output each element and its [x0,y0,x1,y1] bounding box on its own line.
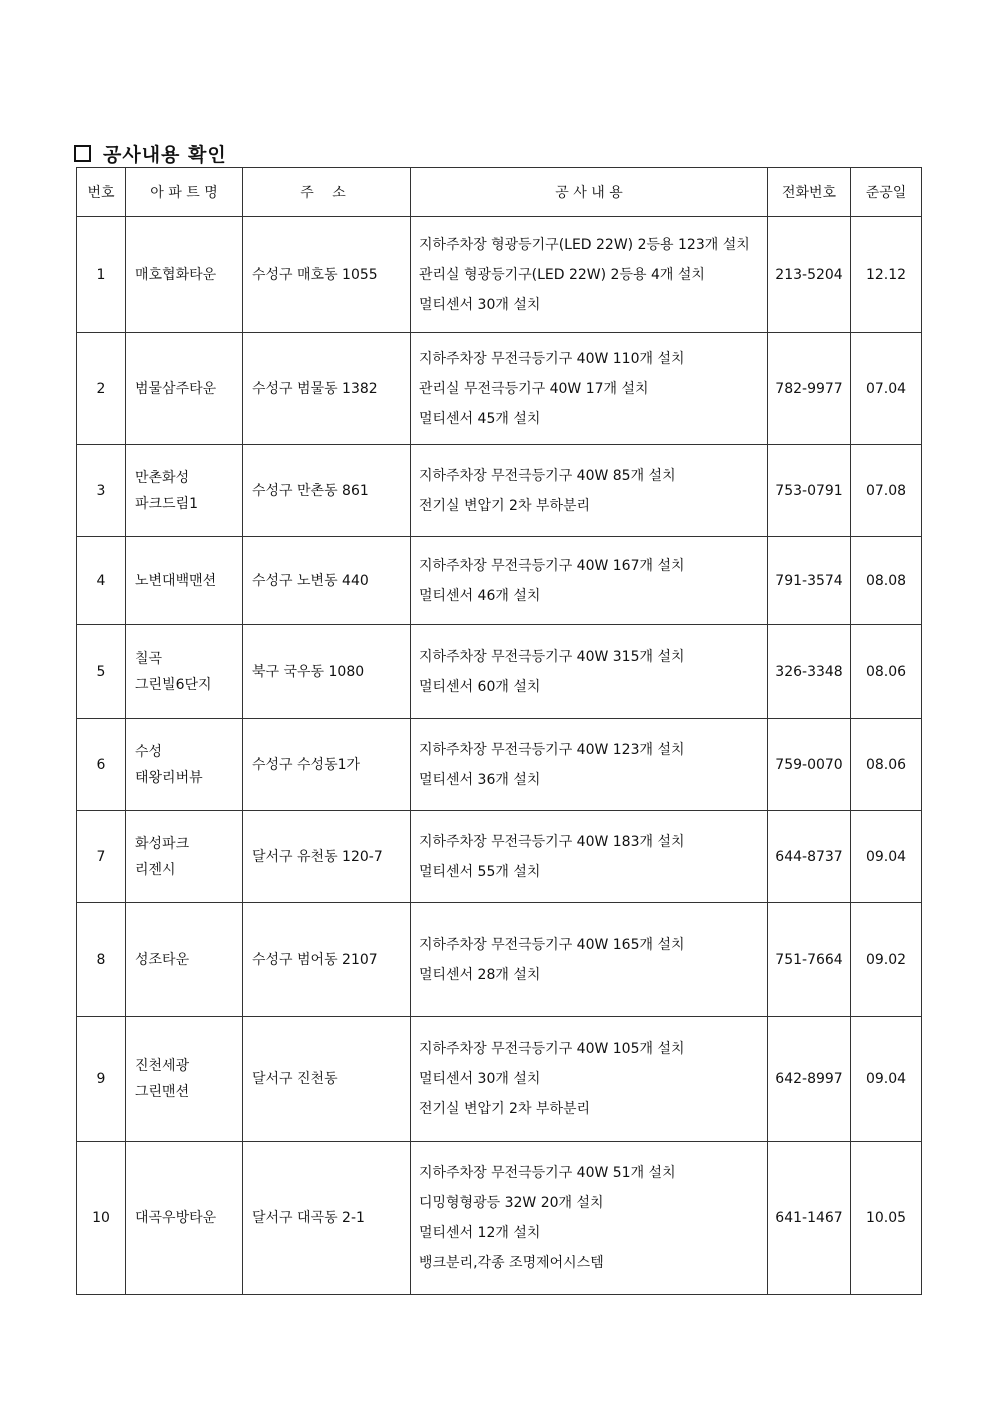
cell-no: 8 [77,903,126,1017]
cell-work [411,537,768,625]
cell-work [411,811,768,903]
work-line: 지하주차장 무전극등기구 40W 85개 설치 [419,467,676,484]
cell-work [411,719,768,811]
work-line: 지하주차장 무전극등기구 40W 105개 설치 [419,1041,685,1057]
table-row [77,445,922,537]
section-title [74,140,227,167]
construction-table [76,167,922,1295]
apt-line: 리젠시 [135,861,176,878]
cell-addr: 달서구 대곡동 2-1 [243,1142,411,1295]
work-line: 지하주차장 무전극등기구 40W 110개 설치 [419,350,685,367]
apt-line: 화성파크 [135,835,190,852]
cell-no: 3 [77,445,126,537]
cell-no: 4 [77,537,126,625]
header-apt: 아 파 트 명 [126,168,243,217]
work-line: 멀티센서 30개 설치 [419,1071,541,1087]
cell-done: 09.04 [851,1017,922,1142]
cell-phone: 642-8997 [768,1017,851,1142]
cell-done: 09.02 [851,903,922,1017]
work-line: 멀티센서 55개 설치 [419,863,541,880]
header-done: 준공일 [851,168,922,217]
cell-addr: 북구 국우동 1080 [243,625,411,719]
checkbox-square-icon [74,145,91,162]
work-line: 지하주차장 무전극등기구 40W 165개 설치 [419,936,685,953]
cell-addr: 수성구 범어동 2107 [243,903,411,1017]
cell-no: 10 [77,1142,126,1295]
cell-phone: 751-7664 [768,903,851,1017]
work-line: 디밍형형광등 32W 20개 설치 [419,1195,604,1211]
cell-apt [126,903,243,1017]
cell-phone: 641-1467 [768,1142,851,1295]
cell-work [411,333,768,445]
cell-apt [126,537,243,625]
work-line: 관리실 형광등기구(LED 22W) 2등용 4개 설치 [419,266,705,283]
cell-addr: 수성구 수성동1가 [243,719,411,811]
table-row [77,333,922,445]
cell-phone: 644-8737 [768,811,851,903]
work-line: 전기실 변압기 2차 부하분리 [419,1101,591,1117]
table-row [77,625,922,719]
cell-addr: 달서구 유천동 120-7 [243,811,411,903]
cell-phone: 753-0791 [768,445,851,537]
cell-addr: 수성구 만촌동 861 [243,445,411,537]
section-title-text: 공사내용 확인 [103,144,227,166]
apt-line: 범물삼주타운 [135,380,217,397]
work-line: 지하주차장 무전극등기구 40W 167개 설치 [419,557,685,574]
cell-addr: 달서구 진천동 [243,1017,411,1142]
apt-line: 만촌화성 [135,469,190,486]
work-line: 멀티센서 36개 설치 [419,771,541,788]
cell-apt [126,625,243,719]
apt-line: 칠곡 [135,650,163,667]
cell-done: 08.08 [851,537,922,625]
apt-line: 태왕리버뷰 [135,769,203,786]
cell-addr: 수성구 매호동 1055 [243,217,411,333]
cell-no: 9 [77,1017,126,1142]
table-header-row [77,168,922,217]
table-row [77,1142,922,1295]
cell-phone: 213-5204 [768,217,851,333]
cell-work [411,625,768,719]
apt-line: 수성 [135,743,163,760]
work-line: 멀티센서 46개 설치 [419,587,541,604]
work-line: 관리실 무전극등기구 40W 17개 설치 [419,380,649,397]
work-line: 전기실 변압기 2차 부하분리 [419,497,591,514]
cell-done: 07.08 [851,445,922,537]
apt-line: 대곡우방타운 [135,1210,217,1226]
cell-apt [126,217,243,333]
work-line: 멀티센서 28개 설치 [419,966,541,983]
work-line: 지하주차장 무전극등기구 40W 51개 설치 [419,1165,676,1181]
cell-work [411,903,768,1017]
cell-work [411,1017,768,1142]
apt-line: 그린맨션 [135,1084,190,1100]
cell-apt [126,811,243,903]
cell-done: 08.06 [851,625,922,719]
work-line: 지하주차장 무전극등기구 40W 183개 설치 [419,833,685,850]
cell-phone: 759-0070 [768,719,851,811]
cell-done: 09.04 [851,811,922,903]
apt-line: 매호협화타운 [135,266,217,283]
cell-apt [126,445,243,537]
apt-line: 파크드림1 [135,495,199,512]
header-work: 공 사 내 용 [411,168,768,217]
cell-apt [126,719,243,811]
cell-phone: 326-3348 [768,625,851,719]
cell-apt [126,1017,243,1142]
header-addr: 주 소 [243,168,411,217]
apt-line: 성조타운 [135,951,190,968]
cell-apt [126,1142,243,1295]
cell-no: 6 [77,719,126,811]
work-line: 지하주차장 무전극등기구 40W 123개 설치 [419,741,685,758]
cell-done: 12.12 [851,217,922,333]
table-row [77,719,922,811]
header-no: 번호 [77,168,126,217]
cell-work [411,217,768,333]
apt-line: 그린빌6단지 [135,676,212,693]
work-line: 멀티센서 12개 설치 [419,1225,541,1241]
cell-done: 08.06 [851,719,922,811]
work-line: 지하주차장 무전극등기구 40W 315개 설치 [419,648,685,665]
cell-work [411,1142,768,1295]
cell-addr: 수성구 노변동 440 [243,537,411,625]
work-line: 멀티센서 45개 설치 [419,410,541,427]
cell-apt [126,333,243,445]
table-row [77,903,922,1017]
cell-no: 5 [77,625,126,719]
cell-work [411,445,768,537]
work-line: 멀티센서 60개 설치 [419,678,541,695]
cell-done: 07.04 [851,333,922,445]
cell-no: 2 [77,333,126,445]
table-row [77,811,922,903]
apt-line: 진천세광 [135,1058,190,1074]
work-line: 지하주차장 형광등기구(LED 22W) 2등용 123개 설치 [419,236,750,253]
work-line: 뱅크분리,각종 조명제어시스템 [419,1255,604,1271]
cell-phone: 791-3574 [768,537,851,625]
table-row [77,217,922,333]
apt-line: 노변대백맨션 [135,572,217,589]
header-phone: 전화번호 [768,168,851,217]
cell-addr: 수성구 범물동 1382 [243,333,411,445]
cell-no: 7 [77,811,126,903]
cell-phone: 782-9977 [768,333,851,445]
work-line: 멀티센서 30개 설치 [419,296,541,313]
table-row [77,1017,922,1142]
cell-done: 10.05 [851,1142,922,1295]
cell-no: 1 [77,217,126,333]
table-row [77,537,922,625]
